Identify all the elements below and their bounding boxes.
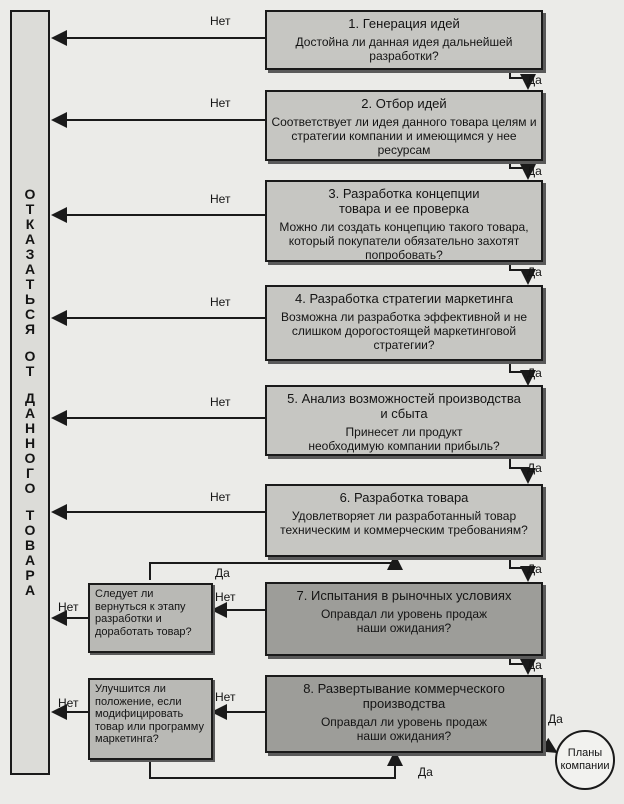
- reject-letter: С: [24, 306, 36, 322]
- stage-title: 1. Генерация идей: [348, 16, 460, 31]
- stage-8-box: [265, 675, 543, 753]
- stage-question: Удовлетворяет ли разработанный товар техническим и коммерческим требованиям?: [280, 509, 528, 537]
- no-label: Нет: [210, 14, 231, 28]
- stage-3-box: [265, 180, 543, 262]
- company-plans-circle: [555, 730, 615, 790]
- reject-letter: О: [24, 522, 36, 538]
- yes-label: Да: [527, 366, 542, 380]
- stage-question: Оправдал ли уровень продаж наши ожидания?: [320, 607, 488, 635]
- reject-letter: Т: [25, 363, 35, 379]
- reject-letter: О: [24, 450, 36, 466]
- no-label: Нет: [215, 590, 236, 604]
- no-label: Нет: [58, 696, 79, 710]
- reject-letter: Д: [25, 390, 35, 406]
- stage-5-box: [265, 385, 543, 456]
- no-label: Нет: [210, 96, 231, 110]
- yes-label: Да: [527, 562, 542, 576]
- stage-question: Принесет ли продукт необходимую компании прибыль?: [308, 425, 500, 453]
- stage-question: Соответствует ли идея данного товара целям и стратегии компании и имеющимся у нее ресурсам: [271, 115, 537, 157]
- reject-letter: Т: [25, 276, 35, 292]
- reject-letter: Я: [24, 321, 36, 337]
- reject-letter: Н: [24, 435, 36, 451]
- stage-title: 8. Развертывание коммерческого производства: [303, 681, 505, 711]
- stage-1-box: [265, 10, 543, 70]
- reject-letter: Г: [26, 465, 34, 481]
- reject-letter: Ь: [24, 291, 36, 307]
- stage-title: 5. Анализ возможностей производства и сбыта: [287, 391, 521, 421]
- reject-letter: А: [24, 552, 36, 568]
- reject-letter: О: [24, 186, 36, 202]
- side-question: Улучшится ли положение, если модифицировать товар или программу маркетинга?: [95, 683, 204, 745]
- yes-label: Да: [215, 566, 230, 580]
- no-label: Нет: [58, 600, 79, 614]
- yes-label: Да: [418, 765, 433, 779]
- reject-letter: О: [24, 480, 36, 496]
- stage-question: Достойна ли данная идея дальнейшей разработки?: [295, 35, 513, 63]
- stage-question: Оправдал ли уровень продаж наши ожидания?: [320, 715, 488, 743]
- stage-4-box: [265, 285, 543, 361]
- stage-question: Можно ли создать концепцию такого товара, который покупатели обязательно захотят попробовать?: [279, 220, 529, 262]
- stage-title: 3. Разработка концепции товара и ее проверка: [328, 186, 480, 216]
- stage-2-box: [265, 90, 543, 161]
- modify-product-box: [88, 678, 213, 760]
- yes-label: Да: [527, 164, 542, 178]
- reject-letter: Т: [25, 201, 35, 217]
- no-label: Нет: [210, 192, 231, 206]
- no-label: Нет: [210, 490, 231, 504]
- return-to-development-box: [88, 583, 213, 653]
- plans-text: Планы компании: [560, 747, 610, 772]
- stage-title: 7. Испытания в рыночных условиях: [296, 588, 512, 603]
- reject-product-bar: [10, 10, 50, 775]
- side-question: Следует ли вернуться к этапу разработки и доработать товар?: [95, 588, 192, 638]
- no-label: Нет: [210, 295, 231, 309]
- stage-question: Возможна ли разработка эффективной и не слишком дорогостоящей маркетинговой стратегии?: [280, 310, 528, 352]
- reject-letter: З: [25, 246, 35, 262]
- stage-7-box: [265, 582, 543, 656]
- yes-label: Да: [527, 265, 542, 279]
- reject-letter: О: [24, 348, 36, 364]
- stage-title: 6. Разработка товара: [339, 490, 469, 505]
- reject-letter: А: [24, 231, 36, 247]
- reject-letter: Р: [25, 567, 35, 583]
- stage-6-box: [265, 484, 543, 557]
- reject-letter: А: [24, 582, 36, 598]
- no-label: Нет: [210, 395, 231, 409]
- yes-label: Да: [527, 658, 542, 672]
- reject-letter: А: [24, 405, 36, 421]
- reject-letter: В: [24, 537, 36, 553]
- yes-label: Да: [527, 461, 542, 475]
- no-label: Нет: [215, 690, 236, 704]
- reject-letter: К: [25, 216, 35, 232]
- stage-title: 2. Отбор идей: [361, 96, 447, 111]
- reject-letter: Н: [24, 420, 36, 436]
- reject-letter: Т: [25, 507, 35, 523]
- stage-title: 4. Разработка стратегии маркетинга: [294, 291, 513, 306]
- reject-letter: А: [24, 261, 36, 277]
- yes-label: Да: [527, 73, 542, 87]
- yes-label: Да: [548, 712, 563, 726]
